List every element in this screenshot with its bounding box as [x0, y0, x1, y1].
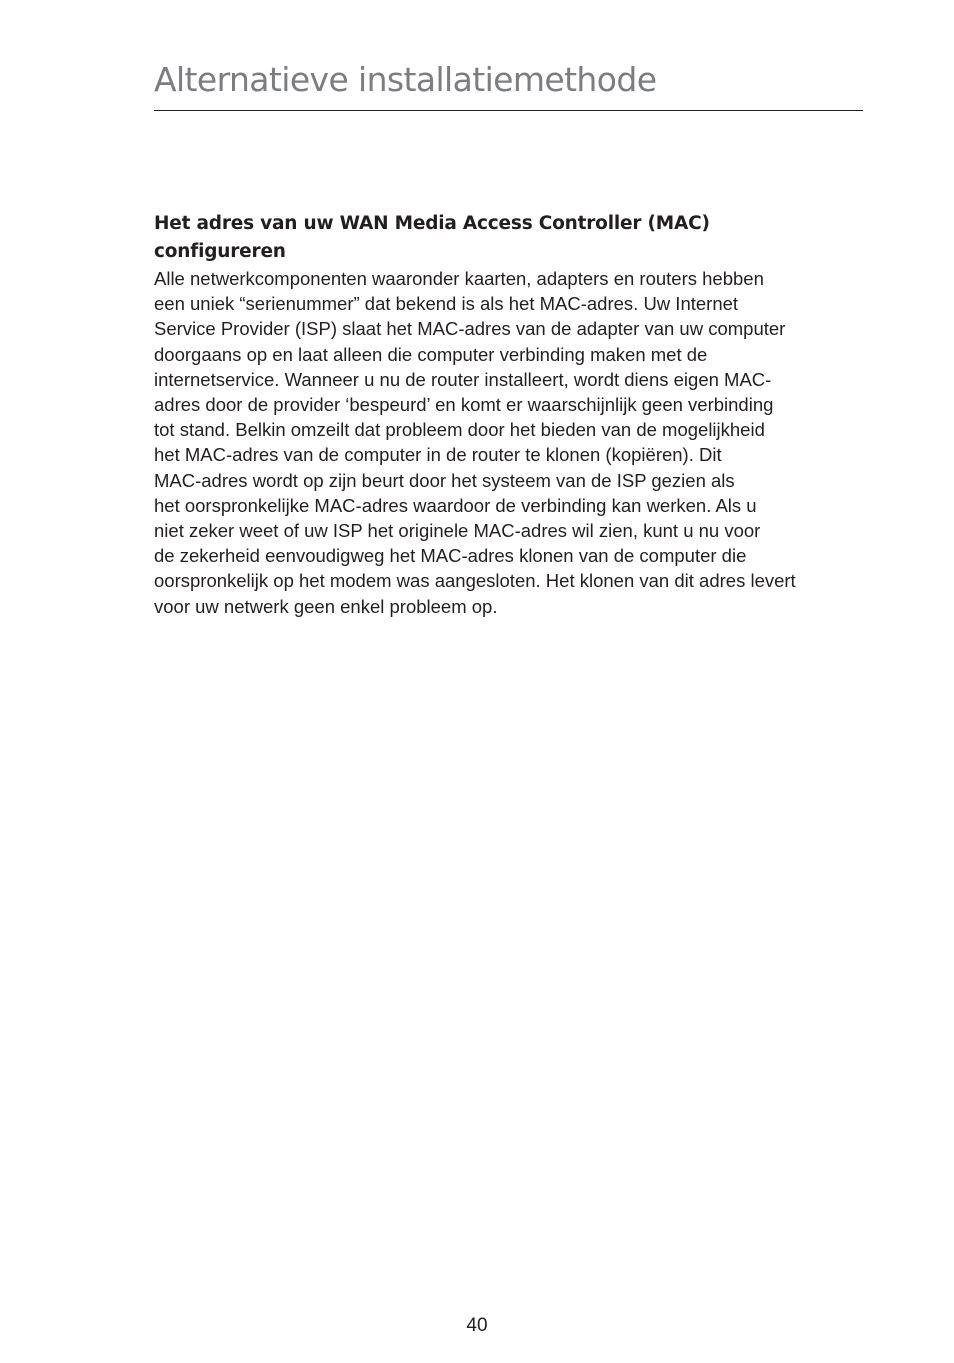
body-line: tot stand. Belkin omzeilt dat probleem door het bieden van de mogelijkheid: [154, 419, 765, 441]
body-line: het oorspronkelijke MAC-adres waardoor de verbinding kan werken. Als u: [154, 494, 757, 516]
body-line: het MAC-adres van de computer in de router te klonen (kopiëren). Dit: [154, 444, 722, 466]
mac-section: [154, 210, 866, 619]
section-heading: [154, 210, 866, 266]
body-line: voor uw netwerk geen enkel probleem op.: [154, 595, 498, 617]
body-line: een uniek “serienummer” dat bekend is als het MAC-adres. Uw Internet: [154, 293, 739, 315]
body-line: Service Provider (ISP) slaat het MAC-adres van de adapter van uw computer: [154, 318, 786, 340]
body-line: Alle netwerkcomponenten waaronder kaarten, adapters en routers hebben: [154, 268, 764, 289]
page-title: Alternatieve installatiemethode: [154, 60, 657, 99]
body-paragraph: [154, 266, 866, 619]
body-line: adres door de provider ‘bespeurd’ en komt er waarschijnlijk geen verbinding: [154, 394, 774, 416]
page-number: 40: [466, 1315, 488, 1336]
body-line: doorgaans op en laat alleen die computer verbinding maken met de: [154, 343, 708, 365]
body-line: niet zeker weet of uw ISP het originele MAC-adres wil zien, kunt u nu voor: [154, 520, 761, 542]
section-heading-line: configureren: [154, 241, 286, 262]
body-line: internetservice. Wanneer u nu de router installeert, wordt diens eigen MAC-: [154, 368, 772, 390]
body-line: oorspronkelijk op het modem was aangesloten. Het klonen van dit adres levert: [154, 570, 796, 592]
body-line: MAC-adres wordt op zijn beurt door het systeem van de ISP gezien als: [154, 469, 735, 491]
page-header: [154, 58, 863, 111]
section-heading-line: Het adres van uw WAN Media Access Controller (MAC): [154, 213, 710, 234]
body-line: de zekerheid eenvoudigweg het MAC-adres klonen van de computer die: [154, 545, 747, 567]
